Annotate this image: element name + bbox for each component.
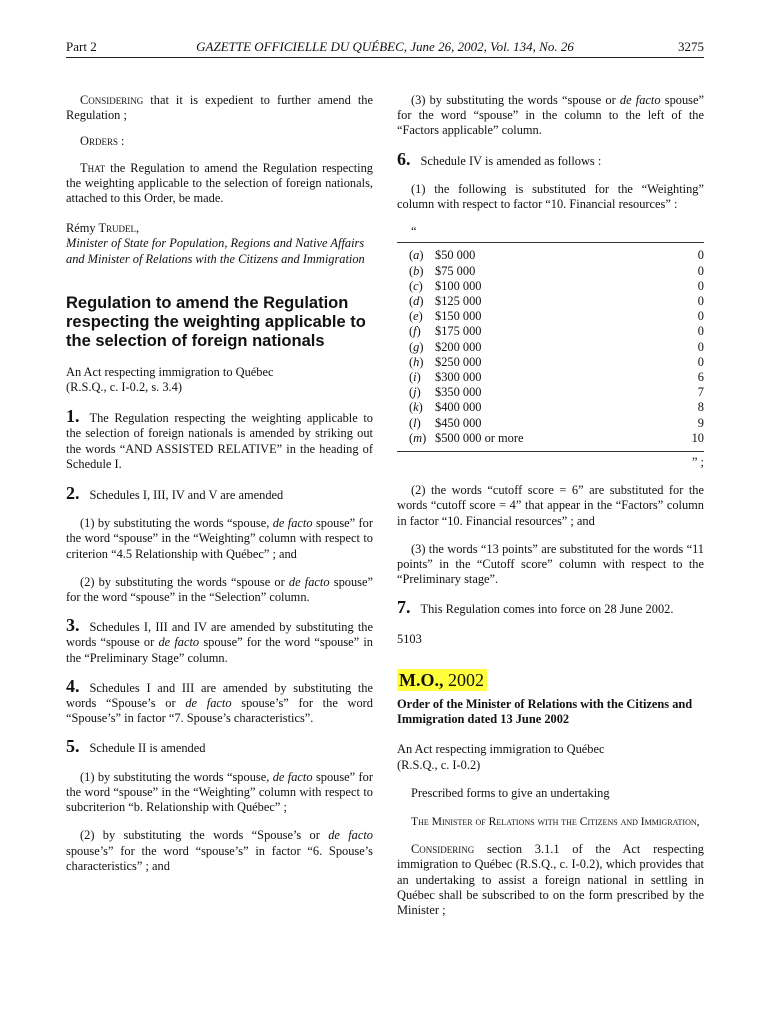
gazette-title: GAZETTE OFFICIELLE DU QUÉBEC, June 26, 2002, Vol. 134, No. 26 (196, 39, 574, 54)
minister-line: The Minister of Relations with the Citizens and Immigration, (411, 814, 700, 828)
table-top-rule (397, 242, 704, 243)
right-column (397, 93, 704, 918)
reference-number: 5103 (397, 631, 422, 646)
factor-amount: $500 000 or more (435, 430, 524, 445)
table-bottom-rule (397, 451, 704, 452)
factor-weighting: 6 (697, 370, 704, 385)
section-6-paragraph-2: (2) the words “cutoff score = 6” are substituted for the words “cutoff score = 4” that appear in the “Factors” column in factor “10. Financial resources” ; and (397, 483, 704, 528)
considering-paragraph: Considering that it is expedient to further amend the Regulation ; (66, 93, 373, 123)
factor-weighting: 7 (697, 385, 704, 400)
mo-heading: M.O., 2002 (397, 669, 704, 691)
factor-row (397, 279, 704, 294)
factor-amount: $300 000 (435, 370, 482, 385)
section-2-paragraph-1: (1) by substituting the words “spouse, de facto spouse” for the word “spouse” in the “Weighting” column with respect to criterion “4.5 Relationship with Québec” ; and (66, 516, 373, 561)
factor-letter: (f) (409, 324, 421, 339)
factor-letter: (e) (409, 309, 423, 324)
factor-row (397, 431, 704, 446)
open-quote: “ (411, 224, 417, 239)
factor-weighting: 0 (697, 309, 704, 324)
factor-amount: $250 000 (435, 354, 482, 369)
factor-amount: $125 000 (435, 294, 482, 309)
factor-row (397, 355, 704, 370)
factor-amount: $400 000 (435, 400, 482, 415)
factor-letter: (l) (409, 415, 421, 430)
factor-amount: $350 000 (435, 385, 482, 400)
factor-letter: (b) (409, 263, 424, 278)
page-number: 3275 (678, 39, 704, 54)
factor-row (397, 416, 704, 431)
factor-weighting: 0 (697, 294, 704, 309)
factor-letter: (d) (409, 294, 424, 309)
financial-resources-table (397, 248, 704, 446)
section-5-paragraph-2: (2) by substituting the words “Spouse’s or de facto spouse’s” for the word “spouse’s” in factor “6. Spouse’s characteristics” ; and (66, 828, 373, 873)
part-label: Part 2 (66, 39, 97, 54)
factor-amount: $150 000 (435, 309, 482, 324)
factor-letter: (c) (409, 278, 423, 293)
factor-row (397, 248, 704, 263)
factor-letter: (k) (409, 400, 423, 415)
factor-weighting: 0 (697, 278, 704, 293)
factor-amount: $50 000 (435, 248, 476, 263)
factor-amount: $450 000 (435, 415, 482, 430)
factor-row (397, 294, 704, 309)
factor-row (397, 340, 704, 355)
factor-amount: $100 000 (435, 278, 482, 293)
factor-row (397, 309, 704, 324)
order-title: Order of the Minister of Relations with the Citizens and Immigration dated 13 June 2002 (397, 696, 693, 727)
factor-weighting: 0 (697, 324, 704, 339)
factor-letter: (m) (409, 430, 427, 445)
factor-weighting: 0 (697, 263, 704, 278)
section-4: 4. Schedules I and III are amended by substituting the words “Spouse’s or de facto spouse’s” for the word “Spouse’s” in factor “7. Spouse’s characteristics”. (66, 675, 374, 726)
section-2-paragraph-2: (2) by substituting the words “spouse or de facto spouse” for the word “spouse” in the “Selection” column. (66, 574, 373, 605)
enabling-act-right: An Act respecting immigration to Québec (R.S.Q., c. I-0.2) (397, 742, 605, 772)
signatory-name: Rémy Trudel, (66, 221, 140, 236)
factor-letter: (a) (409, 248, 424, 263)
factor-weighting: 8 (697, 400, 704, 415)
section-6: 6. Schedule IV is amended as follows : (397, 148, 602, 169)
section-6-paragraph-1: (1) the following is substituted for the “Weighting” column with respect to factor “10. Financial resources” : (397, 181, 704, 212)
signature-block (66, 221, 373, 267)
factor-amount: $75 000 (435, 263, 476, 278)
signatory-title: Minister of State for Population, Regions and Native Affairs and Minister of Relations with the Citizens and Immigration (66, 236, 365, 266)
that-paragraph: That the Regulation to amend the Regulation respecting the weighting applicable to the selection of foreign nationals, attached to this Order, be made. (66, 160, 373, 206)
section-3: 3. Schedules I, III and IV are amended by substituting the words “spouse or de facto spouse” for the word “spouse” in the “Preliminary Stage” column. (66, 615, 373, 665)
factor-weighting: 0 (697, 354, 704, 369)
forms-subject: Prescribed forms to give an undertaking (411, 785, 610, 800)
factor-row (397, 324, 704, 339)
section-2: 2. Schedules I, III, IV and V are amended (66, 483, 284, 504)
factor-letter: (g) (409, 339, 424, 354)
section-5: 5. Schedule II is amended (66, 736, 206, 757)
orders-label: Orders : (80, 134, 125, 149)
considering-section-3-1-1: Considering section 3.1.1 of the Act respecting immigration to Québec (R.S.Q., c. I-0.2), which provides that an undertaking to assist a foreign national in settling in Québec shall be subscribed to on the form prescribed by the Minister ; (397, 842, 704, 917)
factor-letter: (j) (409, 385, 421, 400)
factor-row (397, 400, 704, 415)
section-1: 1. The Regulation respecting the weighting applicable to the selection of foreign nationals is amended by striking out the words “AND ASSISTED RELATIVE” in the heading of Schedule I. (66, 406, 373, 471)
factor-weighting: 9 (697, 415, 704, 430)
factor-letter: (i) (409, 370, 421, 385)
running-header (66, 39, 704, 58)
section-6-paragraph-3: (3) the words “13 points” are substituted for the words “11 points” in the “Cutoff score” column with respect to the “Preliminary stage”. (397, 541, 704, 587)
section-7: 7. This Regulation comes into force on 28 June 2002. (397, 597, 674, 618)
enabling-act: An Act respecting immigration to Québec (R.S.Q., c. I-0.2, s. 3.4) (66, 364, 274, 395)
factor-weighting: 10 (691, 430, 704, 445)
regulation-title: Regulation to amend the Regulation respecting the weighting applicable to the selection of foreign nationals (66, 293, 366, 350)
factor-row (397, 264, 704, 279)
factor-row (397, 370, 704, 385)
factor-amount: $200 000 (435, 339, 482, 354)
left-column (66, 93, 373, 874)
section-5-paragraph-3: (3) by substituting the words “spouse or de facto spouse” for the word “spouse” in the column to the left of the “Factors applicable” column. (397, 93, 704, 138)
factor-weighting: 0 (697, 339, 704, 354)
section-5-paragraph-1: (1) by substituting the words “spouse, de facto spouse” for the word “spouse” in the “Weighting” column with respect to subcriterion “b. Relationship with Québec” ; (66, 769, 373, 815)
factor-amount: $175 000 (435, 324, 482, 339)
close-quote: ” ; (691, 455, 704, 470)
factor-letter: (h) (409, 354, 424, 369)
factor-row (397, 385, 704, 400)
factor-weighting: 0 (697, 248, 704, 263)
